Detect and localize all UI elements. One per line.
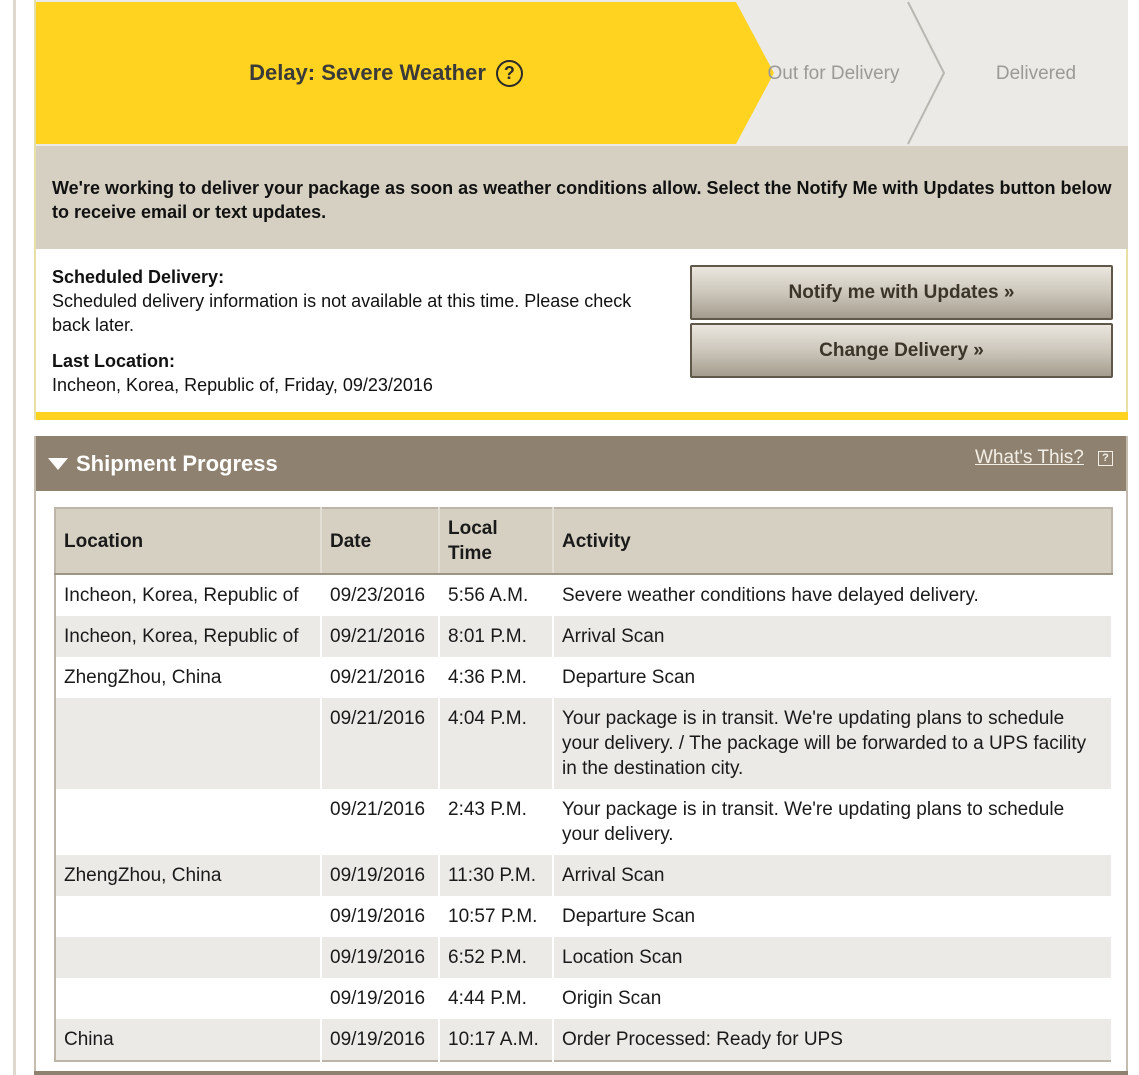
bottom-border <box>34 1071 1128 1075</box>
scheduled-delivery-label: Scheduled Delivery: <box>52 267 225 287</box>
cell-location: ZhengZhou, China <box>55 855 321 896</box>
table-row <box>55 789 1112 855</box>
cell-date: 09/19/2016 <box>321 937 439 978</box>
left-border <box>13 0 16 1075</box>
column-date: Date <box>321 508 439 574</box>
cell-time: 10:57 P.M. <box>439 896 553 937</box>
step-out-for-delivery: Out for Delivery <box>767 62 900 84</box>
cell-location: ZhengZhou, China <box>55 657 321 698</box>
cell-time: 10:17 A.M. <box>439 1019 553 1061</box>
step-delivered: Delivered <box>995 62 1077 84</box>
table-row <box>55 896 1112 937</box>
current-step-label: Delay: Severe Weather <box>249 60 486 85</box>
cell-location <box>55 937 321 978</box>
table-header-row <box>55 508 1112 574</box>
cell-location <box>55 698 321 789</box>
cell-activity: Order Processed: Ready for UPS <box>553 1019 1112 1061</box>
table-row <box>55 574 1112 616</box>
shipment-activity-table <box>54 507 1113 1062</box>
step-divider <box>908 2 944 144</box>
table-row <box>55 855 1112 896</box>
notify-me-button[interactable]: Notify me with Updates » <box>690 265 1113 320</box>
column-local-time <box>439 508 553 574</box>
cell-time: 8:01 P.M. <box>439 616 553 657</box>
whats-this-link[interactable]: What's This? <box>975 447 1084 468</box>
cell-activity: Severe weather conditions have delayed delivery. <box>553 574 1112 616</box>
cell-time: 2:43 P.M. <box>439 789 553 855</box>
shipment-progress-header[interactable] <box>36 436 1126 491</box>
table-row <box>55 978 1112 1019</box>
cell-date: 09/21/2016 <box>321 657 439 698</box>
cell-location: China <box>55 1019 321 1061</box>
cell-time: 6:52 P.M. <box>439 937 553 978</box>
cell-date: 09/19/2016 <box>321 978 439 1019</box>
cell-date: 09/19/2016 <box>321 896 439 937</box>
cell-time: 11:30 P.M. <box>439 855 553 896</box>
cell-date: 09/23/2016 <box>321 574 439 616</box>
cell-time: 4:04 P.M. <box>439 698 553 789</box>
cell-activity: Location Scan <box>553 937 1112 978</box>
table-row <box>55 937 1112 978</box>
last-location-value: Incheon, Korea, Republic of, Friday, 09/23/2016 <box>52 375 433 395</box>
collapse-triangle-icon[interactable] <box>48 458 68 470</box>
cell-location <box>55 978 321 1019</box>
yellow-divider <box>36 412 1128 420</box>
column-activity: Activity <box>553 508 1112 574</box>
table-row <box>55 698 1112 789</box>
column-location: Location <box>55 508 321 574</box>
table-row <box>55 657 1112 698</box>
shipment-progress-title: Shipment Progress <box>76 451 278 476</box>
cell-location <box>55 896 321 937</box>
help-icon[interactable]: ? <box>496 60 523 87</box>
cell-activity: Origin Scan <box>553 978 1112 1019</box>
delivery-details <box>52 265 672 397</box>
change-delivery-button[interactable]: Change Delivery » <box>690 323 1113 378</box>
step-current-delay <box>36 2 736 144</box>
cell-date: 09/21/2016 <box>321 789 439 855</box>
table-row <box>55 616 1112 657</box>
cell-date: 09/21/2016 <box>321 698 439 789</box>
cell-time: 4:44 P.M. <box>439 978 553 1019</box>
delay-notice: We're working to deliver your package as soon as weather conditions allow. Select the Notify Me with Updates button below to receive email or text updates. <box>36 146 1128 249</box>
cell-location: Incheon, Korea, Republic of <box>55 616 321 657</box>
cell-activity: Arrival Scan <box>553 855 1112 896</box>
cell-date: 09/19/2016 <box>321 1019 439 1061</box>
cell-time: 5:56 A.M. <box>439 574 553 616</box>
popup-help-icon[interactable]: ? <box>1098 451 1113 466</box>
cell-activity: Departure Scan <box>553 896 1112 937</box>
cell-activity: Arrival Scan <box>553 616 1112 657</box>
cell-activity: Your package is in transit. We're updating plans to schedule your delivery. <box>553 789 1112 855</box>
cell-location: Incheon, Korea, Republic of <box>55 574 321 616</box>
cell-location <box>55 789 321 855</box>
cell-activity: Departure Scan <box>553 657 1112 698</box>
progress-steps <box>36 0 1128 146</box>
delivery-status-panel <box>34 0 1128 420</box>
shipment-progress-panel <box>34 436 1128 1075</box>
table-row <box>55 1019 1112 1061</box>
cell-activity: Your package is in transit. We're updating plans to schedule your delivery. / The package will be forwarded to a UPS facility in the destination city. <box>553 698 1112 789</box>
cell-date: 09/21/2016 <box>321 616 439 657</box>
last-location-label: Last Location: <box>52 351 176 371</box>
column-local-time-label: Local Time <box>448 518 498 564</box>
cell-date: 09/19/2016 <box>321 855 439 896</box>
cell-time: 4:36 P.M. <box>439 657 553 698</box>
scheduled-delivery-value: Scheduled delivery information is not available at this time. Please check back later. <box>52 291 632 335</box>
